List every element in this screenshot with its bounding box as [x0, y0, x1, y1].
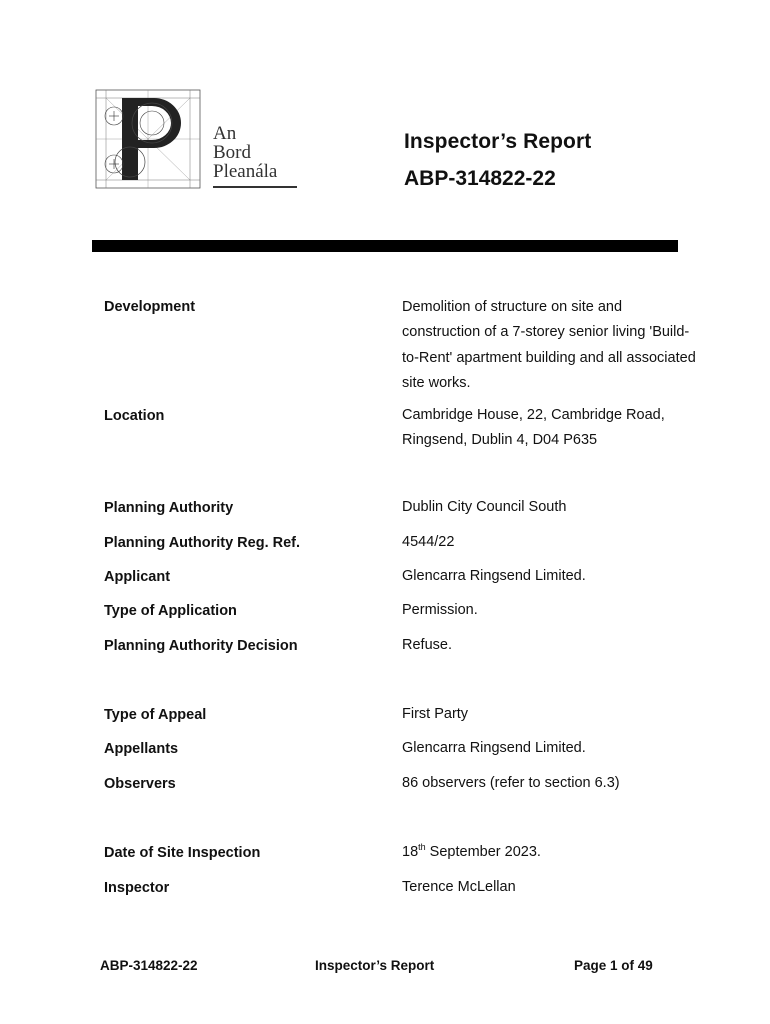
inspection-date-suffix: th [418, 842, 426, 853]
an-bord-pleanala-logo [92, 86, 302, 194]
appellants-value: Glencarra Ringsend Limited. [402, 740, 586, 756]
applicant-value: Glencarra Ringsend Limited. [402, 568, 586, 584]
inspector-value: Terence McLellan [402, 879, 516, 895]
logo-underline [213, 186, 297, 188]
reg-ref-value: 4544/22 [402, 534, 455, 550]
report-title: Inspector’s Report [404, 130, 592, 153]
development-label: Development [104, 299, 196, 315]
header-divider [92, 240, 678, 252]
type-of-application-value: Permission. [402, 602, 478, 618]
observers-value: 86 observers (refer to section 6.3) [402, 775, 620, 791]
development-value: Demolition of structure on site and construction of a 7-storey senior living 'Build-to-Rent' apartment building and all associated site works. [402, 299, 696, 391]
inspector-label: Inspector [104, 880, 170, 896]
reg-ref-label: Planning Authority Reg. Ref. [104, 535, 301, 551]
footer-reference: ABP-314822-22 [100, 958, 198, 973]
inspection-date-day: 18 [402, 844, 419, 860]
location-value: Cambridge House, 22, Cambridge Road, Ringsend, Dublin 4, D04 P635 [402, 407, 665, 449]
planning-authority-value: Dublin City Council South [402, 499, 567, 515]
type-of-appeal-label: Type of Appeal [104, 707, 207, 723]
type-of-appeal-value: First Party [402, 706, 469, 722]
applicant-label: Applicant [104, 569, 171, 585]
type-of-application-label: Type of Application [104, 603, 237, 619]
inspection-date-label: Date of Site Inspection [104, 845, 261, 861]
footer-title: Inspector’s Report [315, 958, 435, 973]
logo-line-3: Pleanála [213, 161, 278, 182]
footer-page-number: Page 1 of 49 [574, 958, 653, 973]
inspection-date-value [402, 840, 702, 865]
location-label: Location [104, 408, 165, 424]
logo-line-1: An [213, 123, 237, 144]
pleanala-p-monogram-icon [92, 86, 204, 192]
observers-label: Observers [104, 776, 176, 792]
inspection-date-rest: September 2023. [425, 844, 541, 860]
logo-line-2: Bord [213, 142, 251, 163]
logo-wordmark [213, 124, 277, 181]
decision-label: Planning Authority Decision [104, 638, 298, 654]
report-reference: ABP-314822-22 [404, 167, 556, 190]
appellants-label: Appellants [104, 741, 179, 757]
planning-authority-label: Planning Authority [104, 500, 234, 516]
decision-value: Refuse. [402, 637, 452, 653]
